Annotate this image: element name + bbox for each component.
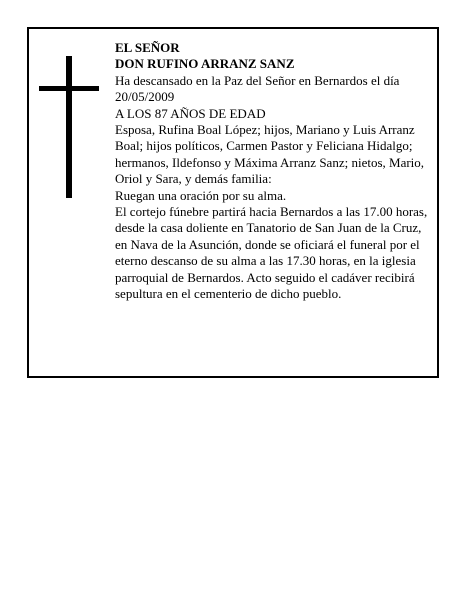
obituary-notice [27, 27, 439, 378]
cross-horizontal-bar [39, 86, 99, 91]
family-list: Esposa, Rufina Boal López; hijos, Mariano y Luis Arranz Boal; hijos políticos, Carmen Pastor y Feliciana Hidalgo; hermanos, Ildefonso y Máxima Arranz Sanz; nietos, Mario, Oriol y Sara, y demás familia: [115, 122, 425, 187]
notice-body [115, 40, 429, 303]
age-line: A LOS 87 AÑOS DE EDAD [115, 105, 266, 121]
deceased-name: DON RUFINO ARRANZ SANZ [115, 56, 295, 72]
prayer-request: Ruegan una oración por su alma. [115, 187, 287, 203]
honorific: EL SEÑOR [115, 40, 180, 55]
cross-vertical-bar [66, 56, 72, 198]
death-announcement: Ha descansado en la Paz del Señor en Bernardos el día 20/05/2009 [115, 72, 400, 105]
funeral-details: El cortejo fúnebre partirá hacia Bernardos a las 17.00 horas, desde la casa doliente en Tanatorio de San Juan de la Cruz, en Nava de la Asunción, donde se oficiará el funeral por el eterno descanso de su alma a las 17.30 horas, en la iglesia parroquial de Bernardos. Acto seguido el cadáver recibirá sepultura en el cementerio de dicho pueblo. [115, 204, 428, 302]
